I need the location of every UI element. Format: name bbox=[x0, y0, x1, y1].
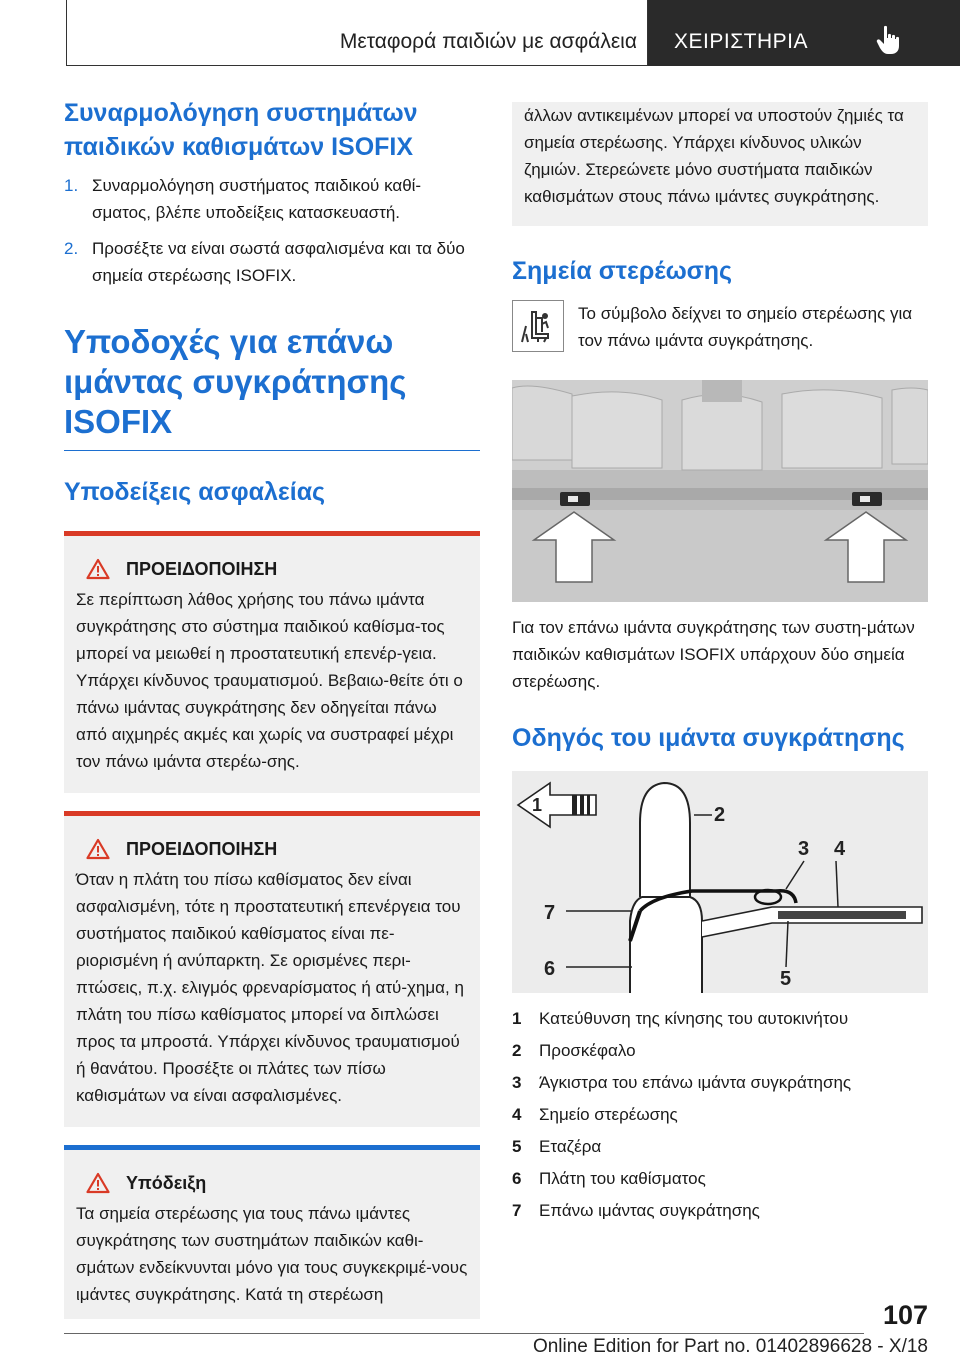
note-text: Τα σημεία στερέωσης για τους πάνω ιμάντες συγκράτησης των συστημάτων παιδικών καθι-σμάτων ενδείκνυνται μόνο για τους συγκεκριμέ-νους ιμάντες συγκράτησης. Κατά τη στερέωση bbox=[76, 1204, 468, 1304]
warning-text: Όταν η πλάτη του πίσω καθίσματος δεν είναι ασφαλισμένη, τότε η προστατευτική επενέργεια του συστήματος παιδικού καθίσματος είναι πε-ριορισμένη ή ανύπαρκτη. Σε ορισμένες περι-πτώσεις, π.χ. ελιγμός φρεναρίσματος ή ατύ-χημα, η πλάτη του πίσω καθίσματος μπορεί να διπλώσει προς τα μπροστά. Υπάρχει κίνδυνος τραυματισμού ή θανάτου. Προσέξτε οι πλάτες των πίσω καθισμάτων να είναι ασφαλισμένες. bbox=[76, 870, 464, 1105]
symbol-text: Το σύμβολο δείχνει το σημείο στερέωσης για τον πάνω ιμάντα συγκράτησης. bbox=[578, 304, 913, 350]
heading-divider bbox=[64, 450, 480, 451]
strap-guide-heading: Οδηγός του ιμάντα συγκράτησης bbox=[512, 724, 905, 752]
step-text: Συναρμολόγηση συστήματος παιδικού καθί-σματος, βλέπε υποδείξεις κατασκευαστή. bbox=[92, 176, 422, 222]
assembly-steps bbox=[64, 172, 480, 289]
anchor-symbol bbox=[512, 300, 564, 352]
diagram-label-3: 3 bbox=[798, 838, 810, 860]
list-item bbox=[64, 172, 480, 226]
diagram-label-4: 4 bbox=[834, 838, 846, 860]
warning-triangle-icon bbox=[86, 1172, 110, 1194]
diagram-label-7: 7 bbox=[544, 902, 556, 924]
legend-item: 2 Προσκέφαλο bbox=[512, 1041, 636, 1060]
legend-item: 5 Εταζέρα bbox=[512, 1137, 602, 1156]
chapter-title: Μεταφορά παιδιών με ασφάλεια bbox=[339, 30, 637, 53]
safety-heading: Υποδείξεις ασφαλείας bbox=[64, 478, 326, 506]
section-title: ΧΕΙΡΙΣΤΗΡΙΑ bbox=[674, 30, 809, 53]
strap-guide-diagram bbox=[512, 771, 928, 993]
right-column bbox=[512, 102, 928, 1229]
page-number: 107 bbox=[882, 1300, 928, 1330]
symbol-row bbox=[512, 300, 928, 354]
warning-box bbox=[64, 531, 480, 793]
warning-triangle-icon bbox=[86, 558, 110, 580]
diagram-label-1: 1 bbox=[532, 795, 543, 815]
edition-text: Online Edition for Part no. 01402896628 - X/18 bbox=[532, 1336, 928, 1357]
left-column bbox=[64, 96, 480, 1319]
note-box bbox=[64, 1145, 480, 1319]
warning-bar bbox=[64, 811, 480, 816]
photo-caption: Για τον επάνω ιμάντα συγκράτησης των συστη-μάτων παιδικών καθισμάτων ISOFIX υπάρχουν δύο σημεία στερέωσης. bbox=[512, 618, 915, 691]
section-tab bbox=[648, 0, 960, 66]
step-number: 2. bbox=[64, 239, 79, 258]
page-header bbox=[66, 0, 960, 66]
legend-item: 6 Πλάτη του καθίσματος bbox=[512, 1169, 706, 1188]
warning-triangle-icon bbox=[86, 838, 110, 860]
step-text: Προσέξτε να είναι σωστά ασφαλισμένα και τα δύο σημεία στερέωσης ISOFIX. bbox=[92, 239, 465, 285]
diagram-label-5: 5 bbox=[780, 968, 792, 990]
step-number: 1. bbox=[64, 176, 79, 195]
note-continuation bbox=[512, 102, 928, 226]
warning-bar bbox=[64, 531, 480, 536]
warning-text: Σε περίπτωση λάθος χρήσης του πάνω ιμάντα συγκράτησης στο σύστημα παιδικού καθίσμα-τος μπορεί να μειωθεί η προστατευτική επενέρ-γεια. Υπάρχει κίνδυνος τραυματισμού. Βεβαιω-θείτε ότι ο πάνω ιμάντας συγκράτησης δεν οδηγείται πάνω από αιχμηρές ακμές και χωρίς να συστραφεί μέχρι τον πάνω ιμάντα στερέω-σης. bbox=[76, 590, 463, 771]
note-cont-text: άλλων αντικειμένων μπορεί να υποστούν ζημιές τα σημεία στερέωσης. Υπάρχει κίνδυνος υλικών ζημιών. Στερεώνετε μόνο συστήματα παιδικών καθισμάτων στους πάνω ιμάντες συγκράτησης. bbox=[524, 106, 904, 206]
note-title: Υπόδειξη bbox=[76, 1172, 468, 1194]
anchor-points-heading: Σημεία στερέωσης bbox=[512, 257, 733, 285]
warning-title: ΠΡΟΕΙΔΟΠΟΙΗΣΗ bbox=[76, 838, 468, 860]
main-heading: Υποδοχές για επάνω ιμάντας συγκράτησης ISOFIX bbox=[64, 323, 407, 440]
diagram-label-6: 6 bbox=[544, 958, 556, 980]
legend-item: 3 Άγκιστρα του επάνω ιμάντα συγκράτησης bbox=[512, 1073, 852, 1092]
legend-item: 7 Επάνω ιμάντας συγκράτησης bbox=[512, 1201, 760, 1220]
rear-shelf-photo bbox=[512, 380, 928, 602]
chapter-tab bbox=[66, 0, 648, 66]
legend-item: 4 Σημείο στερέωσης bbox=[512, 1105, 678, 1124]
note-bar bbox=[64, 1145, 480, 1150]
child-seat-anchor-icon bbox=[518, 306, 558, 346]
list-item bbox=[64, 235, 480, 289]
warning-title: ΠΡΟΕΙΔΟΠΟΙΗΣΗ bbox=[76, 558, 468, 580]
diagram-label-2: 2 bbox=[714, 804, 726, 826]
diagram-legend bbox=[512, 1005, 928, 1224]
isofix-assembly-heading: Συναρμολόγηση συστημάτων παιδικών καθισμάτων ISOFIX bbox=[64, 99, 418, 161]
warning-box bbox=[64, 811, 480, 1127]
footer-divider bbox=[64, 1333, 864, 1334]
legend-item: 1 Κατεύθυνση της κίνησης του αυτοκινήτου bbox=[512, 1009, 849, 1028]
hand-pointer-icon bbox=[874, 24, 904, 56]
